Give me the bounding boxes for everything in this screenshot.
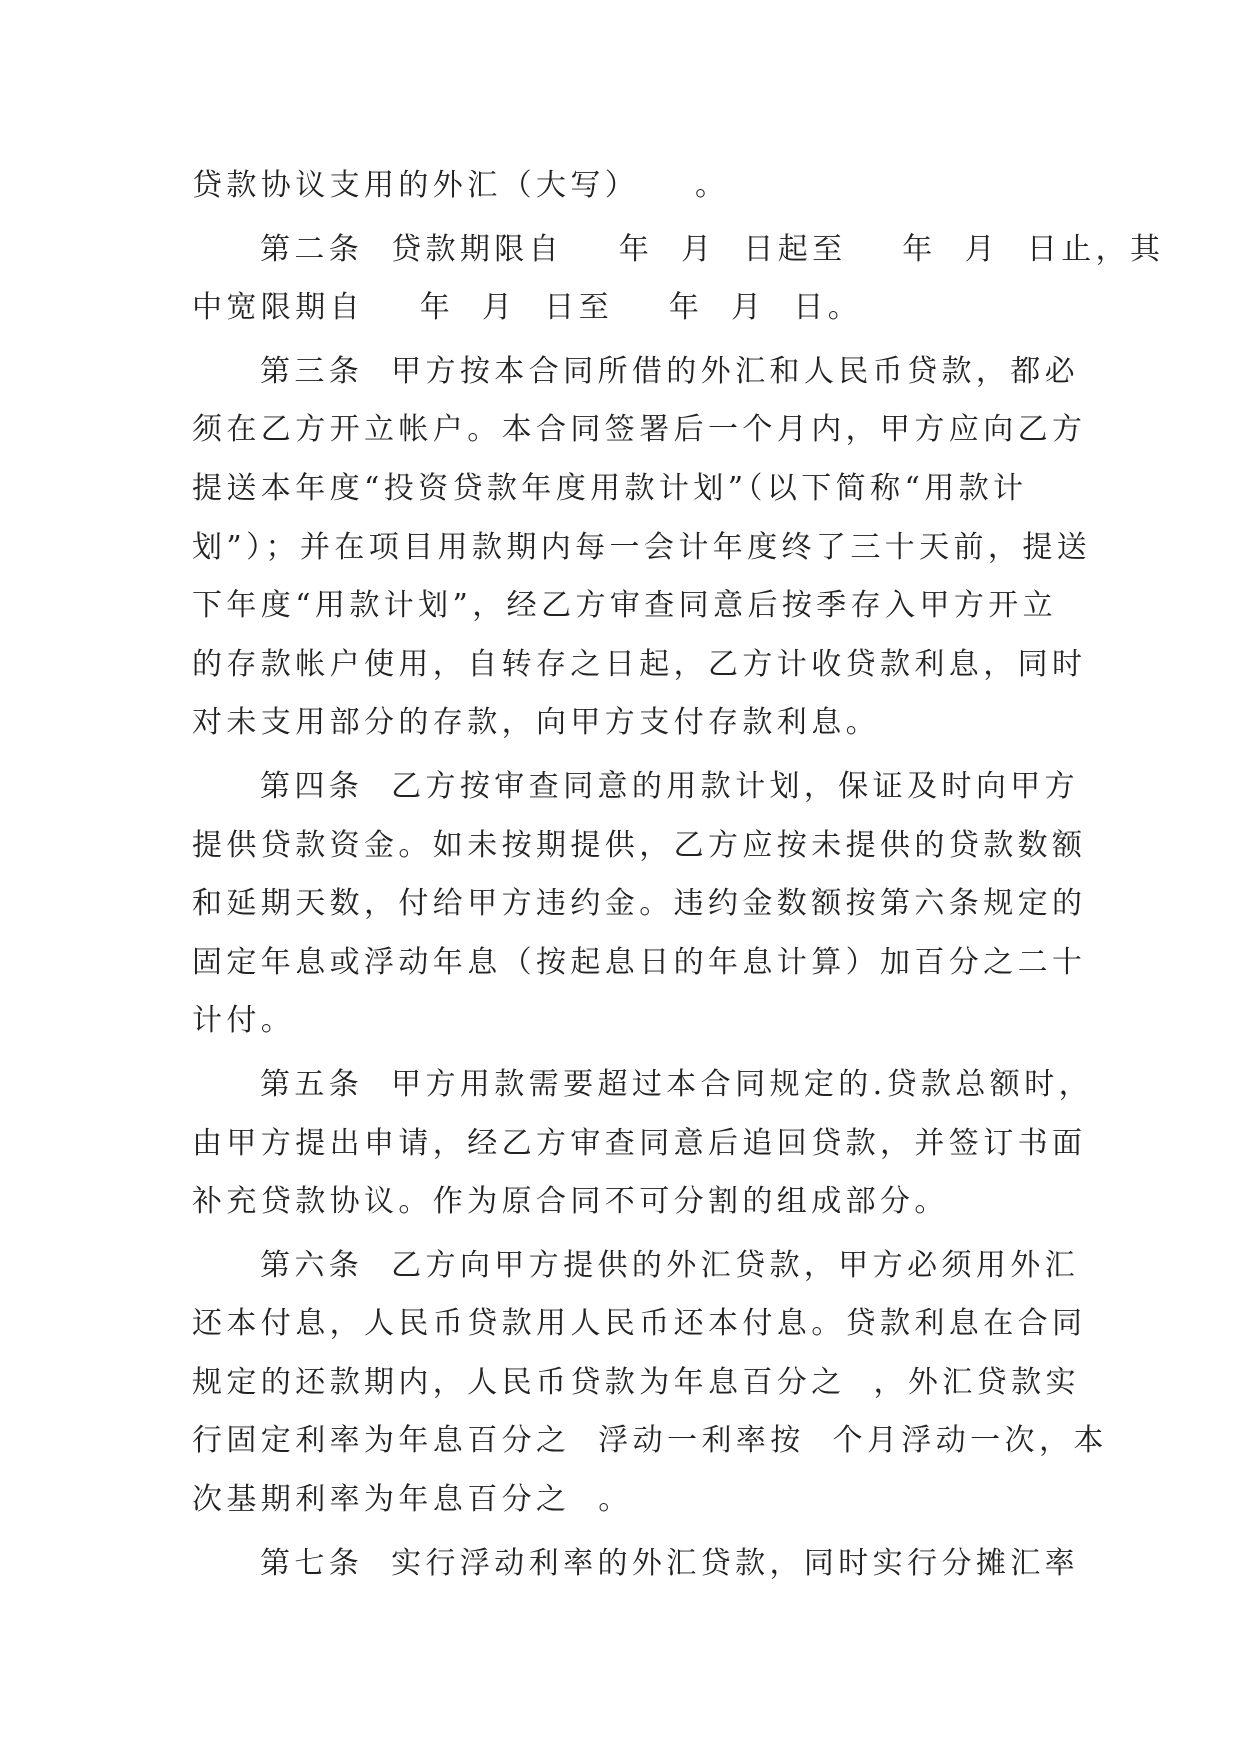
text-line: 贷款协议支用的外汇（大写） 。 [192,168,730,203]
text-line: 第三条 甲方按本合同所借的外汇和人民币贷款，都必 [260,353,1080,389]
text-line: 次基期利率为年息百分之 。 [192,1482,633,1518]
text-line: 规定的还款期内，人民币贷款为年息百分之 ，外汇贷款实 [192,1364,1080,1400]
text-line: 中宽限期自 年 月 日至 年 月 日。 [192,290,863,326]
article-7-paragraph [192,1535,1080,1594]
text-line: 还本付息，人民币贷款用人民币还本付息。贷款利息在合同 [192,1306,1087,1342]
text-line: 的存款帐户使用，自转存之日起，乙方计收贷款利息，同时 [192,646,1087,682]
text-line: 划”）；并在项目用款期内每一会计年度终了三十天前，提送 [192,529,1092,565]
article-5-paragraph [192,1056,1094,1232]
paragraph-opening [192,157,1052,216]
text-line: 下年度“用款计划”，经乙方审查同意后按季存入甲方开立 [192,588,1058,624]
text-line: 对未支用部分的存款，向甲方支付存款利息。 [192,705,880,741]
text-line: 补充贷款协议。作为原合同不可分割的组成部分。 [192,1184,949,1220]
text-line: 须在乙方开立帐户。本合同签署后一个月内，甲方应向乙方 [192,412,1087,448]
text-line: 由甲方提出申请，经乙方审查同意后追回贷款，并签订书面 [192,1125,1087,1161]
text-line: 固定年息或浮动年息（按起息日的年息计算）加百分之二十 [192,944,1087,980]
text-line: 提送本年度“投资贷款年度用款计划”（以下简称“用款计 [192,470,1028,506]
article-6-paragraph [192,1237,1108,1530]
text-line: 提供贷款资金。如未按期提供，乙方应按未提供的贷款数额 [192,827,1087,863]
document-body [192,157,1165,1593]
article-2-paragraph [192,221,1165,338]
text-line: 和延期天数，付给甲方违约金。违约金数额按第六条规定的 [192,886,1087,922]
text-line: 计付。 [192,1003,296,1039]
article-3-paragraph [192,343,1092,753]
text-line: 第二条 贷款期限自 年 月 日起至 年 月 日止，其 [260,231,1165,267]
article-4-paragraph [192,758,1087,1051]
text-line: 第五条 甲方用款需要超过本合同规定的.贷款总额时， [260,1066,1094,1102]
text-line: 行固定利率为年息百分之 浮动一利率按 个月浮动一次，本 [192,1423,1108,1459]
text-line: 第七条 实行浮动利率的外汇贷款，同时实行分摊汇率 [260,1545,1080,1581]
text-line: 第四条 乙方按审查同意的用款计划，保证及时向甲方 [260,768,1080,804]
text-line: 第六条 乙方向甲方提供的外汇贷款，甲方必须用外汇 [260,1247,1080,1283]
